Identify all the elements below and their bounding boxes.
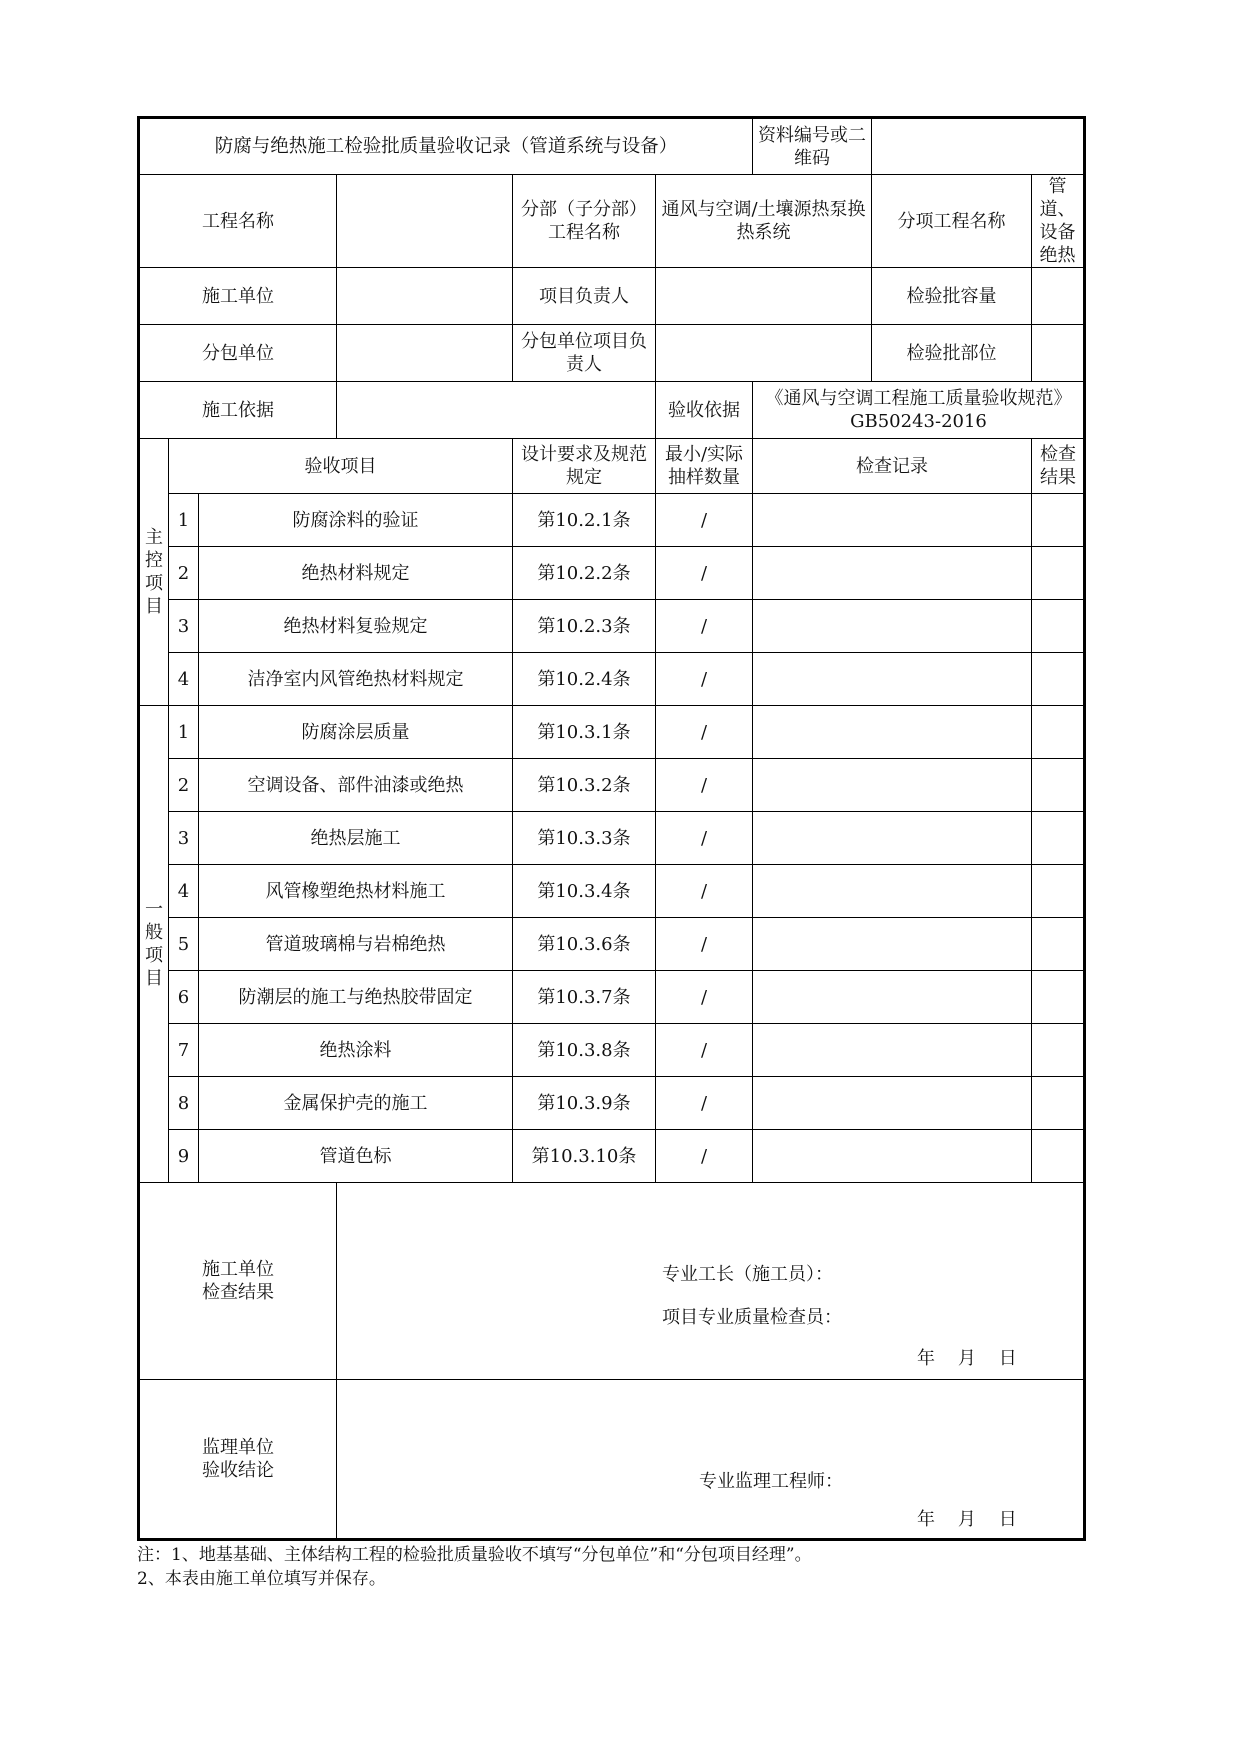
item-result[interactable] (1032, 706, 1085, 759)
item-sample: / (656, 494, 753, 547)
item-record[interactable] (753, 1024, 1032, 1077)
doc-no-value[interactable] (872, 118, 1085, 175)
project-name-value[interactable] (337, 175, 513, 268)
item-no: 3 (169, 600, 199, 653)
construction-basis-label: 施工依据 (139, 382, 337, 439)
sub-division-label: 分部（子分部）工程名称 (513, 175, 656, 268)
subcontractor-label: 分包单位 (139, 325, 337, 382)
item-clause: 第10.3.3条 (513, 812, 656, 865)
item-sample: / (656, 812, 753, 865)
construction-basis-value[interactable] (337, 382, 656, 439)
sub-leader-label: 分包单位项目负责人 (513, 325, 656, 382)
table-row (139, 653, 1085, 706)
subcontractor-value[interactable] (337, 325, 513, 382)
item-no: 3 (169, 812, 199, 865)
item-record[interactable] (753, 600, 1032, 653)
item-sample: / (656, 1077, 753, 1130)
item-clause: 第10.3.8条 (513, 1024, 656, 1077)
item-sample: / (656, 547, 753, 600)
item-name: 金属保护壳的施工 (199, 1077, 513, 1130)
col-header-item: 验收项目 (169, 439, 513, 494)
item-sample: / (656, 1024, 753, 1077)
item-clause: 第10.3.1条 (513, 706, 656, 759)
form-notes (137, 1543, 1083, 1591)
item-result[interactable] (1032, 547, 1085, 600)
batch-capacity-value[interactable] (1032, 268, 1085, 325)
acceptance-basis-standard: 《通风与空调工程施工质量验收规范》 (765, 388, 1072, 409)
item-name: 绝热涂料 (199, 1024, 513, 1077)
table-row (139, 759, 1085, 812)
item-name: 管道色标 (199, 1130, 513, 1183)
table-row (139, 812, 1085, 865)
item-no: 1 (169, 494, 199, 547)
item-result[interactable] (1032, 812, 1085, 865)
item-name: 管道玻璃棉与岩棉绝热 (199, 918, 513, 971)
supervisor-check-date: 年 月 日 (917, 1509, 1017, 1530)
item-sample: / (656, 1130, 753, 1183)
item-name: 空调设备、部件油漆或绝热 (199, 759, 513, 812)
item-result[interactable] (1032, 1077, 1085, 1130)
item-clause: 第10.3.2条 (513, 759, 656, 812)
item-clause: 第10.3.9条 (513, 1077, 656, 1130)
item-record[interactable] (753, 653, 1032, 706)
acceptance-basis-label: 验收依据 (656, 382, 753, 439)
table-row (139, 1024, 1085, 1077)
batch-capacity-label: 检验批容量 (872, 268, 1032, 325)
item-record[interactable] (753, 706, 1032, 759)
item-no: 2 (169, 547, 199, 600)
form-title: 防腐与绝热施工检验批质量验收记录（管道系统与设备） (139, 118, 753, 175)
item-name: 绝热材料复验规定 (199, 600, 513, 653)
item-result[interactable] (1032, 494, 1085, 547)
item-no: 1 (169, 706, 199, 759)
item-no: 6 (169, 971, 199, 1024)
item-result[interactable] (1032, 1024, 1085, 1077)
item-sample: / (656, 918, 753, 971)
item-record[interactable] (753, 971, 1032, 1024)
item-record[interactable] (753, 1077, 1032, 1130)
item-no: 9 (169, 1130, 199, 1183)
contractor-check-label: 施工单位 检查结果 (139, 1183, 337, 1380)
sub-division-value: 通风与空调/土壤源热泵换热系统 (656, 175, 872, 268)
item-sample: / (656, 865, 753, 918)
item-name: 防潮层的施工与绝热胶带固定 (199, 971, 513, 1024)
acceptance-basis-value (753, 382, 1085, 439)
item-name: 绝热层施工 (199, 812, 513, 865)
item-clause: 第10.2.3条 (513, 600, 656, 653)
item-no: 4 (169, 653, 199, 706)
item-sample: / (656, 600, 753, 653)
col-header-record: 检查记录 (753, 439, 1032, 494)
item-result[interactable] (1032, 653, 1085, 706)
table-row (139, 600, 1085, 653)
item-record[interactable] (753, 1130, 1032, 1183)
table-row (139, 706, 1085, 759)
supervisor-conclusion-area[interactable] (337, 1380, 1085, 1540)
item-record[interactable] (753, 812, 1032, 865)
sub-leader-value[interactable] (656, 325, 872, 382)
item-record[interactable] (753, 865, 1032, 918)
inspection-form-table (137, 116, 1086, 1541)
contractor-label: 施工单位 (139, 268, 337, 325)
table-row (139, 547, 1085, 600)
project-leader-value[interactable] (656, 268, 872, 325)
table-row (139, 865, 1085, 918)
project-leader-label: 项目负责人 (513, 268, 656, 325)
contractor-value[interactable] (337, 268, 513, 325)
table-row (139, 971, 1085, 1024)
col-header-design: 设计要求及规范规定 (513, 439, 656, 494)
acceptance-basis-code: GB50243-2016 (850, 411, 987, 432)
item-result[interactable] (1032, 865, 1085, 918)
item-sample: / (656, 759, 753, 812)
table-row (139, 494, 1085, 547)
inspection-form-sheet (137, 116, 1083, 1591)
item-record[interactable] (753, 547, 1032, 600)
foreman-signature-label: 专业工长（施工员）： (662, 1264, 833, 1285)
item-clause: 第10.3.6条 (513, 918, 656, 971)
item-record[interactable] (753, 759, 1032, 812)
contractor-check-date: 年 月 日 (917, 1348, 1017, 1369)
item-name: 防腐涂层质量 (199, 706, 513, 759)
table-row (139, 1130, 1085, 1183)
project-name-label: 工程名称 (139, 175, 337, 268)
item-record[interactable] (753, 494, 1032, 547)
item-no: 8 (169, 1077, 199, 1130)
sub-item-value: 管道、设备绝热 (1032, 175, 1085, 268)
main-items-group-label: 主 控 项 目 (139, 439, 169, 706)
item-result[interactable] (1032, 918, 1085, 971)
item-clause: 第10.3.7条 (513, 971, 656, 1024)
table-row (139, 918, 1085, 971)
item-clause: 第10.2.2条 (513, 547, 656, 600)
item-no: 5 (169, 918, 199, 971)
supervisor-conclusion-label: 监理单位 验收结论 (139, 1380, 337, 1540)
sub-item-label: 分项工程名称 (872, 175, 1032, 268)
item-result[interactable] (1032, 600, 1085, 653)
item-record[interactable] (753, 918, 1032, 971)
item-sample: / (656, 653, 753, 706)
item-name: 风管橡塑绝热材料施工 (199, 865, 513, 918)
quality-inspector-signature-label: 项目专业质量检查员： (662, 1307, 842, 1328)
item-clause: 第10.2.1条 (513, 494, 656, 547)
note-line-1: 注：1、地基基础、主体结构工程的检验批质量验收不填写“分包单位”和“分包项目经理”。 (137, 1545, 812, 1565)
batch-location-value[interactable] (1032, 325, 1085, 382)
note-line-2: 2、本表由施工单位填写并保存。 (137, 1569, 386, 1589)
doc-no-label: 资料编号或二维码 (753, 118, 872, 175)
item-clause: 第10.3.4条 (513, 865, 656, 918)
batch-location-label: 检验批部位 (872, 325, 1032, 382)
item-sample: / (656, 706, 753, 759)
item-sample: / (656, 971, 753, 1024)
supervision-engineer-signature-label: 专业监理工程师： (699, 1471, 843, 1492)
item-no: 7 (169, 1024, 199, 1077)
item-name: 防腐涂料的验证 (199, 494, 513, 547)
item-name: 洁净室内风管绝热材料规定 (199, 653, 513, 706)
item-no: 4 (169, 865, 199, 918)
item-clause: 第10.3.10条 (513, 1130, 656, 1183)
col-header-sample: 最小/实际抽样数量 (656, 439, 753, 494)
item-result[interactable] (1032, 1130, 1085, 1183)
item-result[interactable] (1032, 971, 1085, 1024)
col-header-result: 检查结果 (1032, 439, 1085, 494)
item-name: 绝热材料规定 (199, 547, 513, 600)
general-items-group-label: 一 般 项 目 (139, 706, 169, 1183)
item-no: 2 (169, 759, 199, 812)
table-row (139, 1077, 1085, 1130)
contractor-check-area[interactable] (337, 1183, 1085, 1380)
item-clause: 第10.2.4条 (513, 653, 656, 706)
item-result[interactable] (1032, 759, 1085, 812)
